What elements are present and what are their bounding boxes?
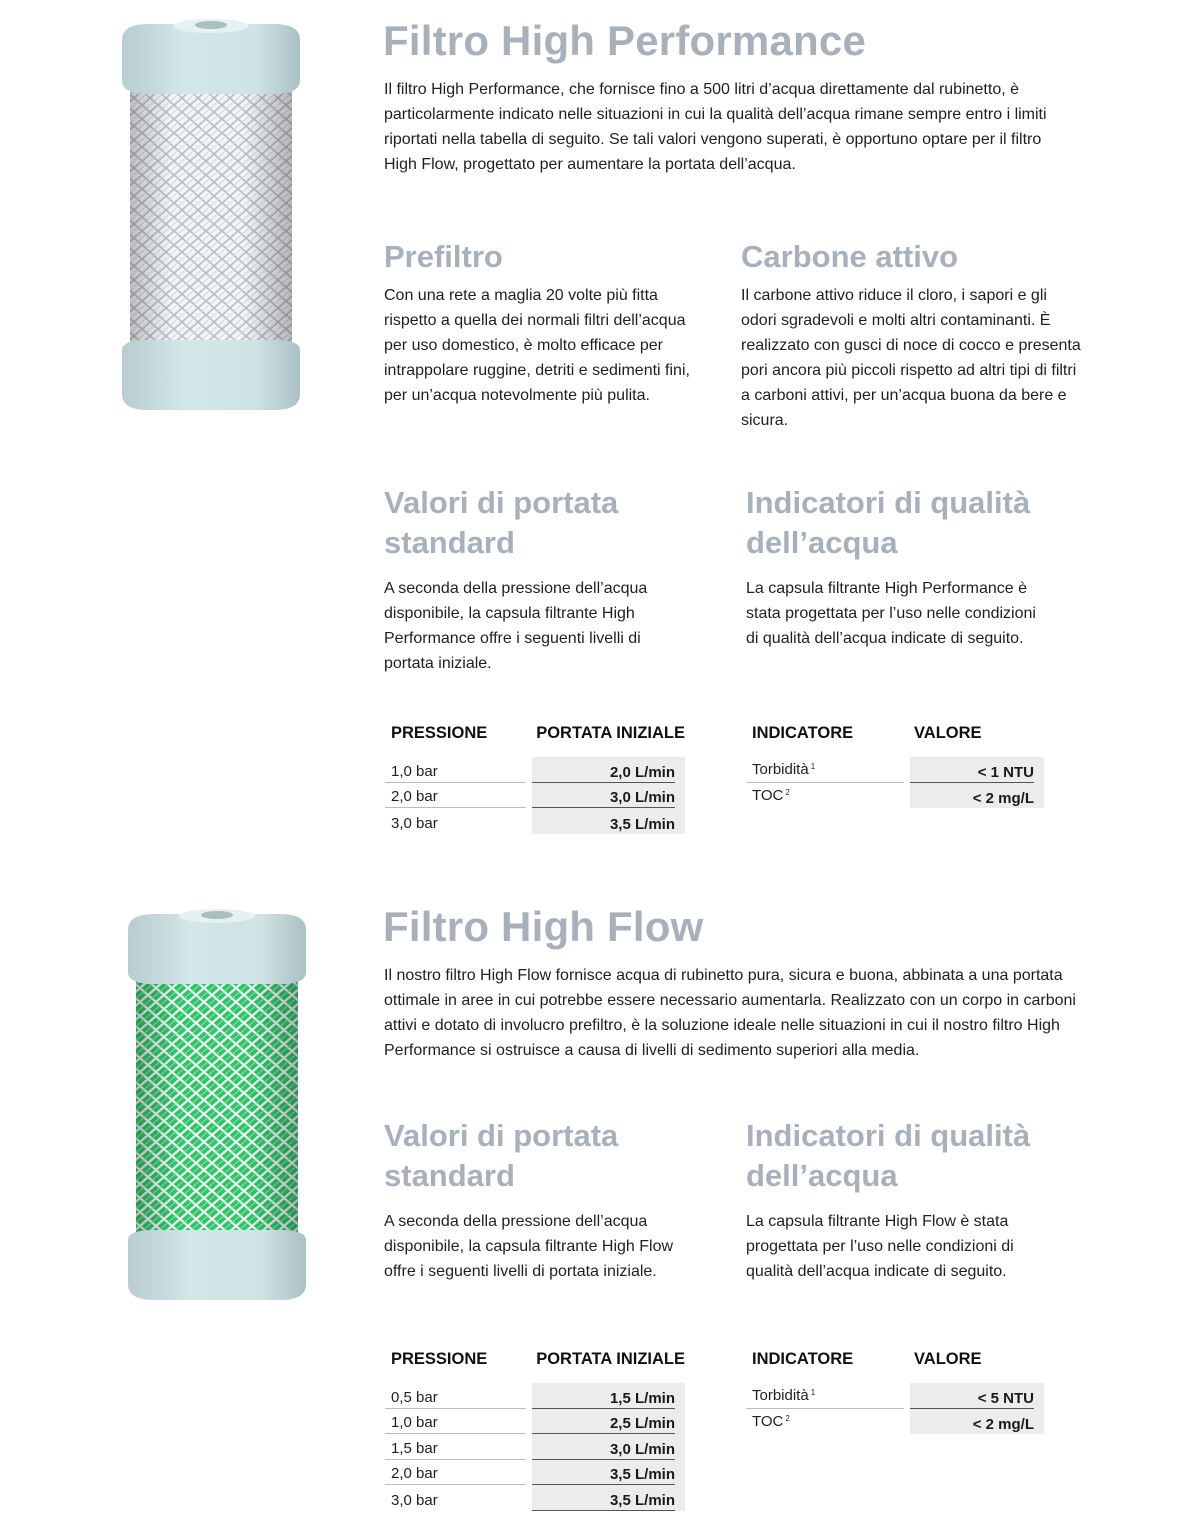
hf-qualita-title: Indicatori di qualità dell’acqua	[746, 1118, 1031, 1193]
flow-cell: 3,5 L/min	[532, 1466, 675, 1485]
table-row	[385, 757, 685, 783]
table-row	[746, 783, 1044, 809]
footnote-mark: 1	[810, 761, 816, 771]
flow-cell: 3,0 L/min	[532, 789, 675, 808]
hp-portata-title: Valori di portata standard	[384, 485, 619, 560]
table-row	[385, 808, 685, 834]
pressure-cell: 1,0 bar	[391, 762, 438, 780]
table-row	[385, 1409, 685, 1435]
table-row	[746, 757, 1044, 783]
hp-prefiltro-title: Prefiltro	[384, 239, 503, 274]
table-row	[385, 1383, 685, 1409]
table-header: VALORE	[914, 1350, 982, 1368]
table-row	[385, 1485, 685, 1511]
hf-qualita-text: La capsula filtrante High Flow è stata progettata per l’uso nelle condizioni di qualità dell’acqua indicate di seguito.	[746, 1213, 1014, 1280]
indicator-cell: TOC $^2$	[752, 787, 790, 805]
hp-portata-text: A seconda della pressione dell’acqua disponibile, la capsula filtrante High Performance offre i seguenti livelli di portata iniziale.	[384, 580, 648, 672]
hp-intro: Il filtro High Performance, che fornisce fino a 500 litri d’acqua direttamente dal rubinetto, è particolarmente indicato nelle situazioni in cui la qualità dell’acqua rimane sempre entro i limiti riportati nella tabella di seguito. Se tali valori vengono superati, è opportuno optare per il filtro High Flow, progettato per aumentare la portata dell’acqua.	[384, 81, 1047, 173]
table-row	[746, 1383, 1044, 1409]
hf-portata-text: A seconda della pressione dell’acqua disponibile, la capsula filtrante High Flow offre i seguenti livelli di portata iniziale.	[384, 1213, 674, 1280]
hf-quality-table	[746, 1350, 1044, 1434]
hp-prefiltro-text: Con una rete a maglia 20 volte più fitta rispetto a quella dei normali filtri dell’acqua per uso domestico, è molto efficace per intrappolare ruggine, detriti e sedimenti fini, per un’acqua notevolmente più pulita.	[384, 287, 690, 404]
table-header: INDICATORE	[752, 724, 854, 742]
indicator-cell: Torbidità $^1$	[752, 760, 816, 778]
value-cell: < 2 mg/L	[972, 790, 1034, 808]
table-header: PORTATA INIZIALE	[536, 724, 685, 742]
table-header: PRESSIONE	[391, 1350, 488, 1368]
footnote-mark: 2	[785, 788, 790, 798]
pressure-cell: 2,0 bar	[391, 788, 438, 806]
table-header: INDICATORE	[752, 1350, 854, 1368]
hp-qualita-title: Indicatori di qualità dell’acqua	[746, 485, 1031, 560]
hp-flow-table	[385, 724, 685, 834]
value-cell: < 5 NTU	[910, 1390, 1034, 1409]
table-row	[385, 783, 685, 809]
value-cell: < 1 NTU	[910, 764, 1034, 783]
flow-cell: 3,5 L/min	[609, 815, 675, 833]
flow-cell: 3,0 L/min	[532, 1441, 675, 1460]
pressure-cell: 3,0 bar	[391, 814, 438, 832]
hp-carbone-title: Carbone attivo	[741, 239, 959, 274]
pressure-cell: 2,0 bar	[391, 1465, 438, 1483]
hp-title: Filtro High Performance	[383, 17, 867, 64]
flow-cell: 2,5 L/min	[532, 1415, 675, 1434]
table-row	[385, 1434, 685, 1460]
indicator-cell: Torbidità $^1$	[752, 1386, 816, 1404]
footnote-mark: 1	[810, 1387, 816, 1397]
high-performance-filter-image	[118, 14, 304, 416]
hp-quality-table	[746, 724, 1044, 808]
pressure-cell: 1,5 bar	[391, 1439, 438, 1457]
table-row	[385, 1460, 685, 1486]
table-header: VALORE	[914, 724, 982, 742]
hf-portata-title: Valori di portata standard	[384, 1118, 619, 1193]
footnote-mark: 2	[785, 1414, 790, 1424]
table-header: PRESSIONE	[391, 724, 488, 742]
hp-qualita-text: La capsula filtrante High Performance è stata progettata per l’uso nelle condizioni di qualità dell’acqua indicate di seguito.	[746, 580, 1036, 647]
flow-cell: 3,5 L/min	[532, 1492, 675, 1511]
indicator-cell: TOC $^2$	[752, 1413, 790, 1431]
table-header: PORTATA INIZIALE	[536, 1350, 685, 1368]
pressure-cell: 0,5 bar	[391, 1388, 438, 1406]
hf-intro: Il nostro filtro High Flow fornisce acqua di rubinetto pura, sicura e buona, abbinata a una portata ottimale in aree in cui potrebbe essere necessario aumentarla. Realizzato con un corpo in carboni attivi e dotato di involucro prefiltro, è la soluzione ideale nelle situazioni in cui il nostro filtro High Performance si ostruisce a causa di livelli di sedimento superiori alla media.	[384, 967, 1076, 1059]
hf-flow-table	[385, 1350, 685, 1511]
flow-cell: 1,5 L/min	[532, 1390, 675, 1409]
pressure-cell: 3,0 bar	[391, 1491, 438, 1509]
hp-carbone-text: Il carbone attivo riduce il cloro, i sapori e gli odori sgradevoli e molti altri contaminanti. È realizzato con gusci di noce di cocco e presenta pori ancora più piccoli rispetto ad altri tipi di filtri a carboni attivi, per un’acqua buona da bere e sicura.	[741, 287, 1081, 429]
hf-title: Filtro High Flow	[383, 903, 704, 950]
table-row	[746, 1409, 1044, 1435]
high-flow-filter-image	[124, 904, 310, 1306]
pressure-cell: 1,0 bar	[391, 1414, 438, 1432]
flow-cell: 2,0 L/min	[532, 764, 675, 783]
value-cell: < 2 mg/L	[972, 1416, 1034, 1434]
